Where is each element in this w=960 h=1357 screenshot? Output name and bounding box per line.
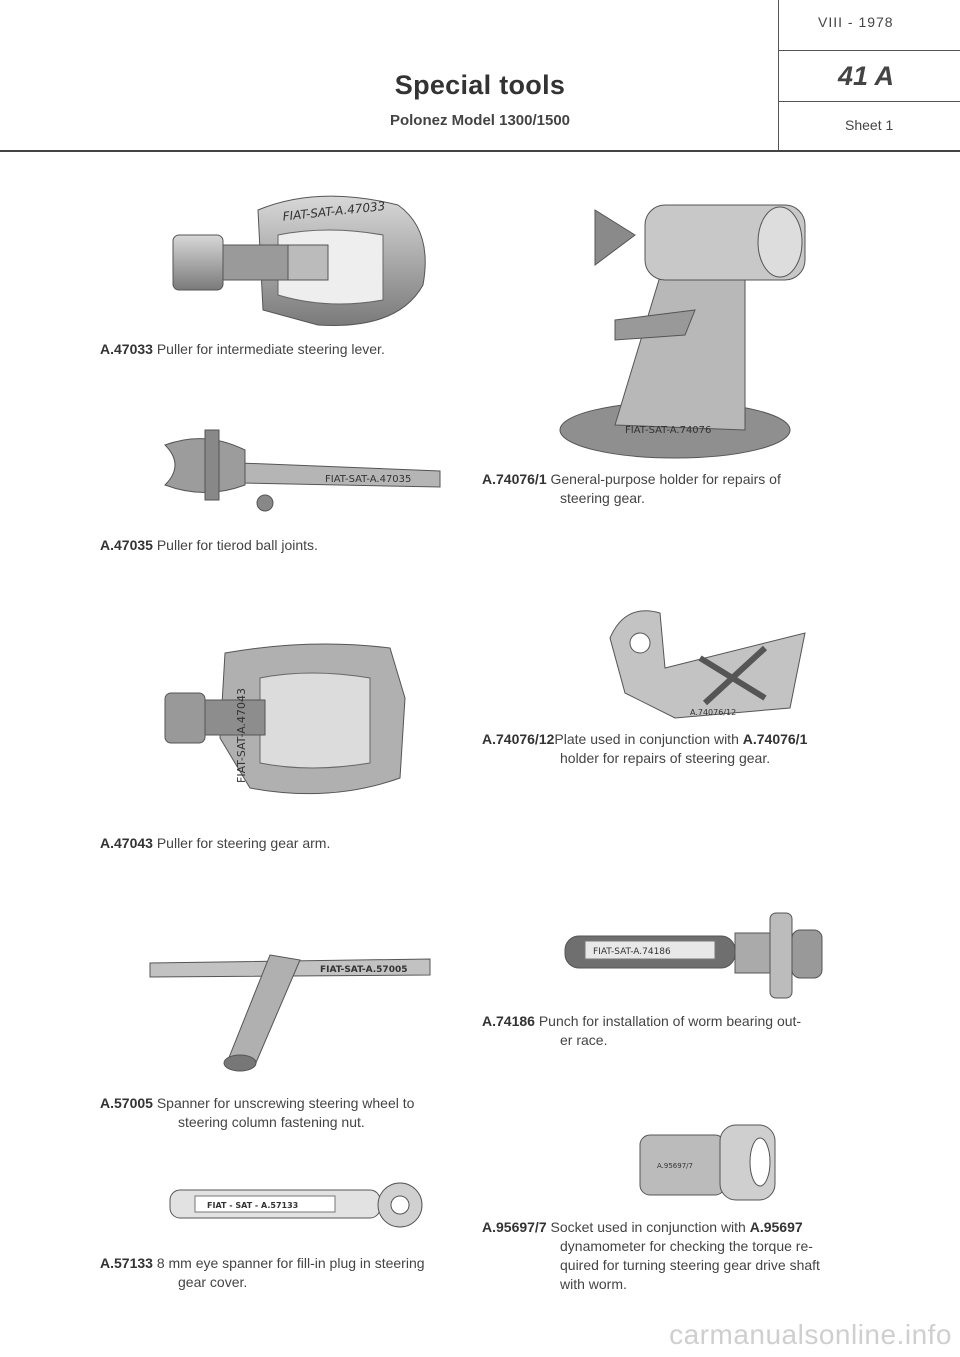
tool-code: A.95697/7 (482, 1219, 547, 1235)
tool-item-47035 (100, 536, 318, 555)
eye-spanner-57133-illustration (165, 1180, 435, 1230)
tool-item-57005 (100, 1094, 414, 1132)
tool-description-cont: steering gear. (560, 490, 645, 506)
tool-item-95697-7 (482, 1218, 820, 1294)
tool-code: A.47035 (100, 537, 153, 553)
puller-47033-illustration (168, 190, 438, 335)
tool-code: A.47033 (100, 341, 153, 357)
tool-marking: FIAT-SAT-A.57005 (320, 965, 408, 975)
tool-code: A.47043 (100, 835, 153, 851)
tool-marking: FIAT - SAT - A.57133 (207, 1201, 299, 1210)
tool-item-47043 (100, 834, 330, 853)
tool-code: A.74076/12 (482, 731, 555, 747)
tool-description-cont: gear cover. (178, 1274, 248, 1290)
tool-description: Puller for intermediate steering lever. (156, 341, 385, 357)
tool-code: A.57005 (100, 1095, 153, 1111)
tool-marking: A.95697/7 (657, 1162, 693, 1170)
tool-description: General-purpose holder for repairs of (550, 471, 781, 487)
header-rule (0, 150, 960, 152)
tool-description-cont: steering column fastening nut. (178, 1114, 365, 1130)
tool-code: A.74076/1 (482, 471, 547, 487)
tool-item-47033 (100, 340, 385, 359)
tool-description-cont: er race. (560, 1032, 608, 1048)
tool-description-cont: with worm. (560, 1276, 627, 1292)
tool-description: Puller for steering gear arm. (156, 835, 331, 851)
tool-description: Plate used in conjunction with (554, 731, 739, 747)
tool-item-74186 (482, 1012, 801, 1050)
tool-description: Spanner for unscrewing steering wheel to (156, 1095, 415, 1111)
tool-description: Puller for tierod ball joints. (156, 537, 318, 553)
tool-marking: FIAT-SAT-A.47043 (235, 687, 248, 783)
group-number: 41 A (838, 61, 895, 91)
tool-item-57133 (100, 1254, 425, 1292)
header-box-divider (778, 101, 960, 102)
tool-description: Socket used in conjunction with (550, 1219, 746, 1235)
edition-label: VIII - 1978 (818, 14, 894, 30)
watermark: carmanualsonline.info (669, 1319, 952, 1350)
tool-reference: A.74076/1 (742, 731, 808, 747)
socket-95697-7-illustration (635, 1120, 785, 1205)
tool-description: Punch for installation of worm bearing out- (538, 1013, 802, 1029)
tool-marking: A.74076/12 (690, 708, 737, 717)
tool-marking: FIAT-SAT-A.47035 (325, 474, 412, 485)
tool-description: 8 mm eye spanner for fill-in plug in steering (156, 1255, 425, 1271)
sheet-label: Sheet 1 (845, 117, 894, 133)
header-box-divider (778, 50, 960, 51)
page-subtitle: Polonez Model 1300/1500 (389, 112, 571, 129)
tool-item-74076-12 (482, 730, 807, 768)
punch-74186-illustration (555, 908, 835, 1003)
tool-reference: A.95697 (749, 1219, 803, 1235)
puller-47043-illustration (160, 638, 415, 803)
tool-description-cont: holder for repairs of steering gear. (560, 750, 771, 766)
tool-item-74076-1 (482, 470, 781, 508)
tool-code: A.74186 (482, 1013, 535, 1029)
tool-marking: FIAT-SAT-A.74076 (625, 425, 712, 436)
plate-74076-12-illustration (605, 598, 815, 723)
tool-marking: FIAT-SAT-A.74186 (593, 947, 671, 957)
spanner-57005-illustration (140, 915, 440, 1075)
header-box-divider (778, 0, 779, 150)
page-title: Special tools (394, 70, 566, 100)
tool-code: A.57133 (100, 1255, 153, 1271)
tool-description-cont: quired for turning steering gear drive shaft (560, 1257, 820, 1273)
puller-47035-illustration (145, 425, 445, 515)
tool-description-cont: dynamometer for checking the torque re- (560, 1238, 813, 1254)
holder-74076-1-illustration (555, 190, 820, 460)
tool-marking: FIAT-SAT-A.47033 (281, 198, 386, 224)
